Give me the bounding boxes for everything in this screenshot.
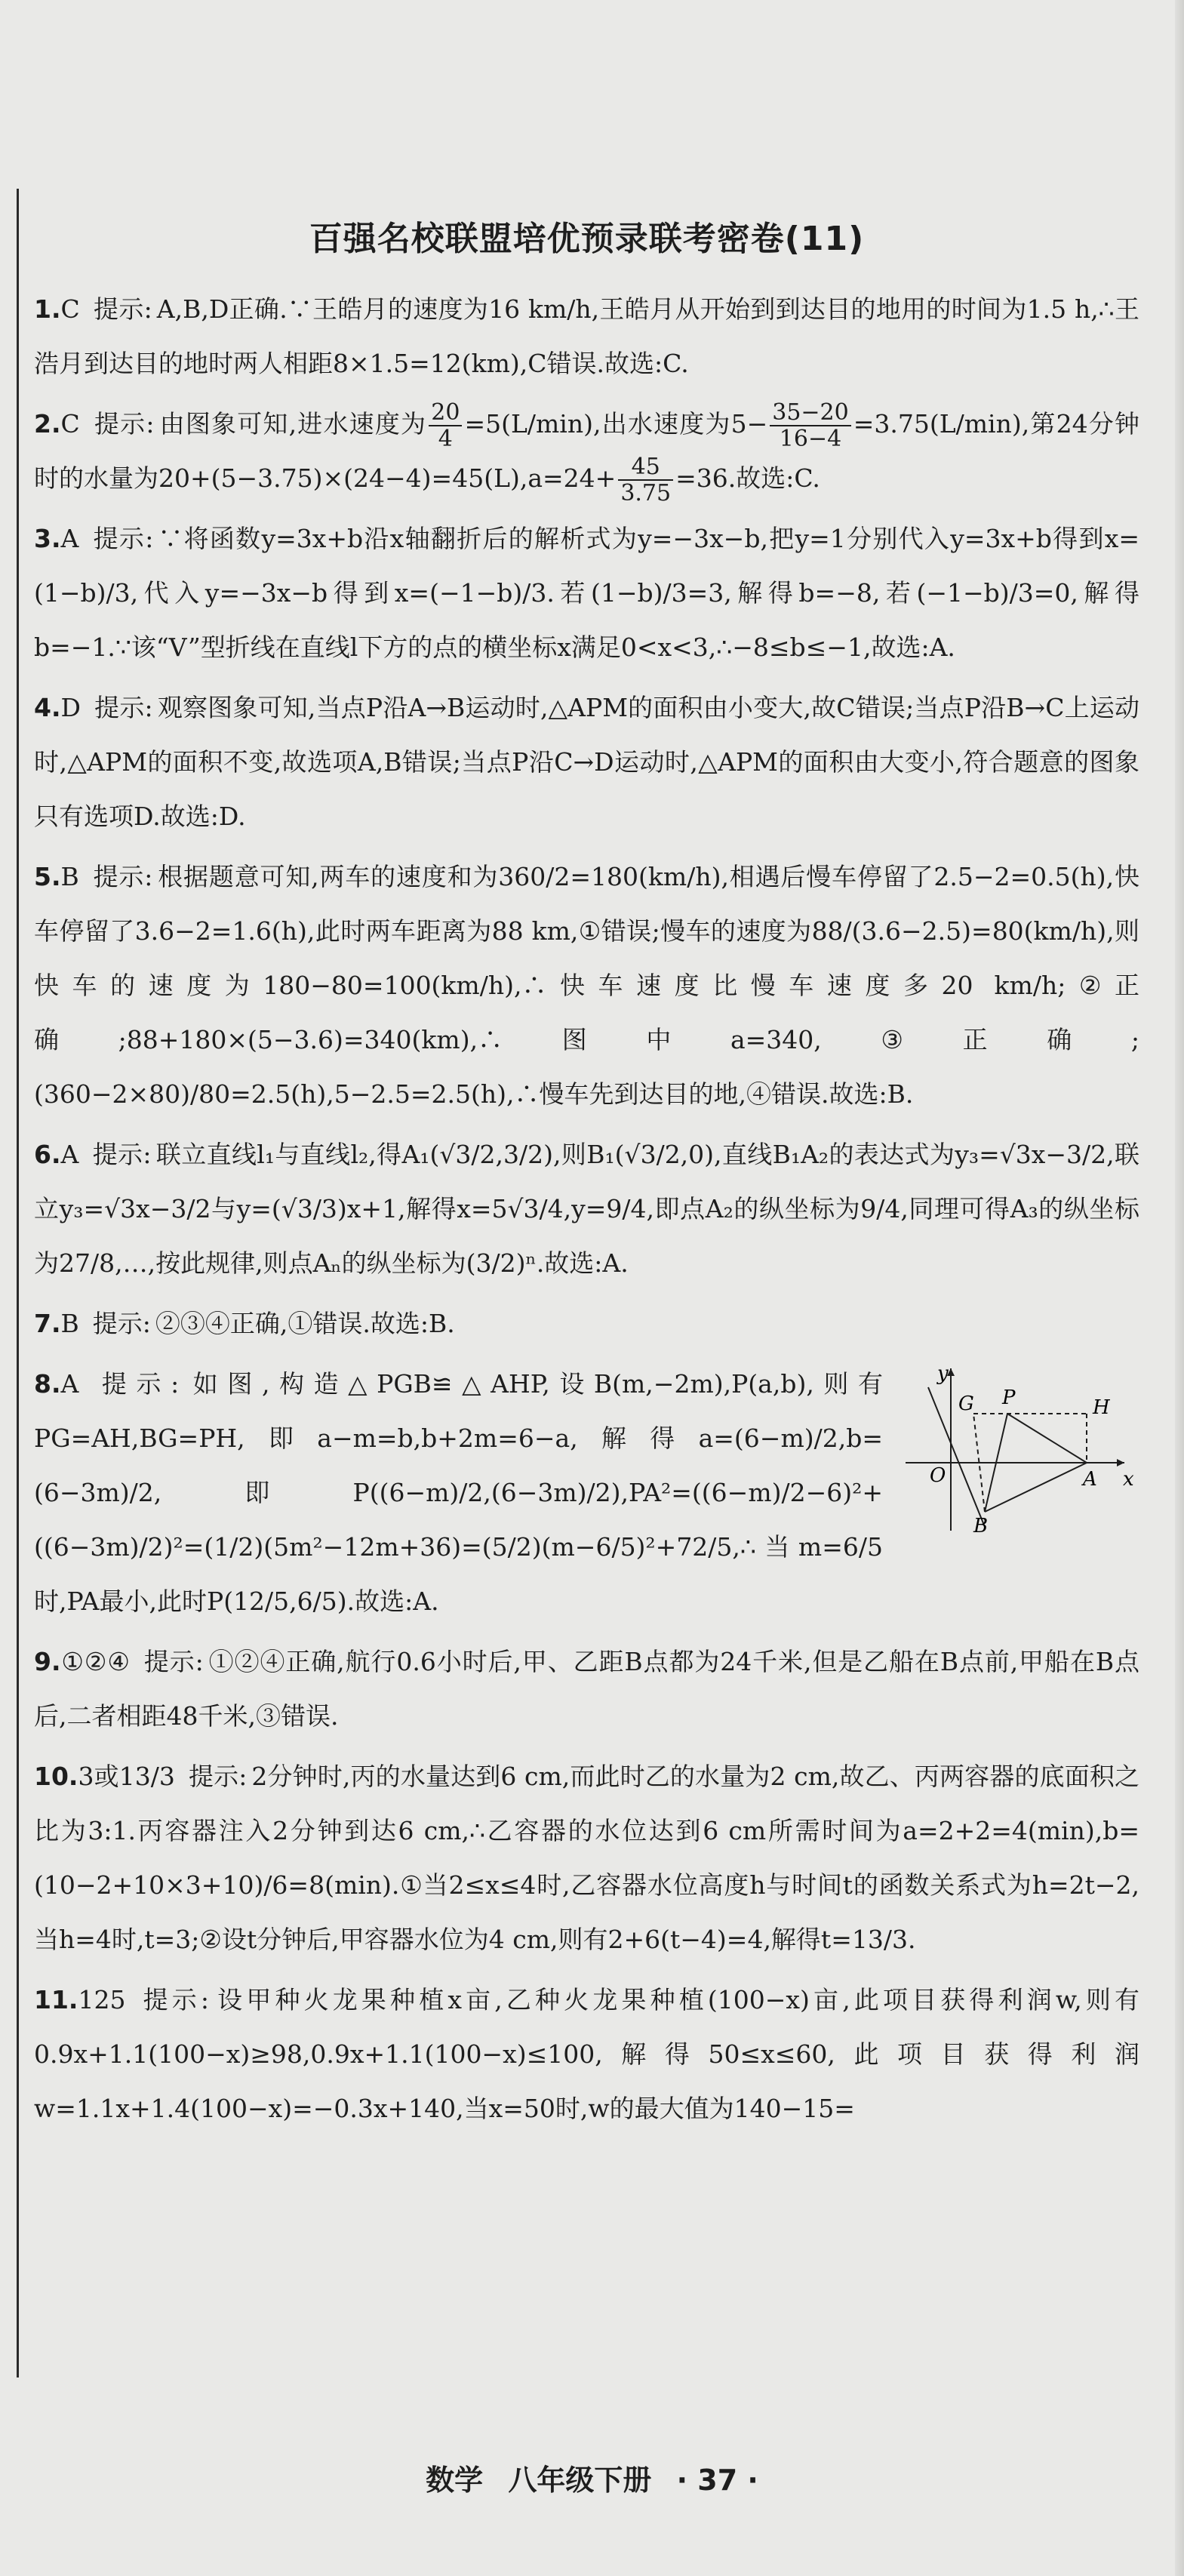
- denominator: 4: [438, 426, 453, 452]
- item-answer: B: [60, 1309, 79, 1338]
- item-number: 2.: [34, 409, 61, 439]
- item-text: 由图象可知,进水速度为: [158, 409, 427, 439]
- fraction: [618, 454, 673, 506]
- item-answer: D: [60, 693, 81, 722]
- page-edge: [17, 189, 19, 2377]
- label-O: O: [930, 1464, 946, 1487]
- answer-item-4: [34, 681, 1139, 844]
- label-G: G: [958, 1393, 974, 1415]
- item-hint-label: 提示:: [143, 1647, 204, 1676]
- figure-8-diagram: [898, 1357, 1139, 1538]
- answer-item-2: [34, 397, 1139, 506]
- item-number: 4.: [34, 693, 61, 722]
- item-answer: C: [60, 294, 80, 324]
- item-text: 观察图象可知,当点P沿A→B运动时,△APM的面积由小变大,故C错误;当点P沿B→C上运动时,△APM的面积不变,故选项A,B错误;当点P沿C→D运动时,△APM的面积由大变小,符合题意的图象只有选项D.故选:D.: [34, 693, 1139, 831]
- item-hint-label: 提示:: [139, 1985, 210, 2014]
- item-hint-label: 提示:: [92, 1309, 151, 1338]
- answer-item-8: [34, 1357, 1139, 1629]
- item-hint-label: 提示:: [93, 409, 155, 439]
- item-hint-label: 提示:: [94, 693, 153, 722]
- item-number: 5.: [34, 862, 61, 891]
- numerator: 45: [618, 454, 673, 481]
- item-hint-label: 提示:: [93, 294, 152, 324]
- denominator: 16−4: [779, 426, 842, 452]
- item-number: 1.: [34, 294, 61, 324]
- label-H: H: [1093, 1396, 1110, 1419]
- item-text: 联立直线l₁与直线l₂,得A₁(√3/2,3/2),则B₁(√3/2,0),直线B₁A₂的表达式为y₃=√3x−3/2,联立y₃=√3x−3/2与y=(√3/3)x+1,解得x=5√3/4,y=9/4,即点A₂的纵坐标为9/4,同理可得A₃的纵坐标为27/8,…,按此规律,则点Aₙ的纵坐标为(3/2)ⁿ.故选:A.: [34, 1140, 1139, 1278]
- page-fold: [1175, 0, 1184, 2576]
- page-number: · 37 ·: [676, 2464, 758, 2497]
- label-y: y: [937, 1362, 949, 1385]
- item-answer: C: [60, 409, 80, 439]
- item-number: 3.: [34, 524, 61, 553]
- label-B: B: [973, 1515, 989, 1537]
- item-text: 根据题意可知,两车的速度和为360/2=180(km/h),相遇后慢车停留了2.5−2=0.5(h),快车停留了3.6−2=1.6(h),此时两车距离为88 km,①错误;慢车的速度为88/(3.6−2.5)=80(km/h),则快车的速度为180−80=100(km/h),∴快车速度比慢车速度多20 km/h;②正确;88+180×(5−3.6)=340(km),∴图中a=340,③正确;(360−2×80)/80=2.5(h),5−2.5=2.5(h),∴慢车先到达目的地,④错误.故选:B.: [34, 862, 1139, 1109]
- numerator: 20: [429, 400, 462, 426]
- item-hint-label: 提示:: [92, 524, 154, 553]
- item-answer: A: [60, 1369, 79, 1399]
- item-text: =36.故选:C.: [675, 463, 820, 493]
- fraction: [770, 400, 850, 451]
- answer-item-5: [34, 850, 1139, 1122]
- item-hint-label: 提示:: [92, 1369, 180, 1399]
- item-answer: A: [60, 1140, 79, 1169]
- answer-content: [34, 211, 1139, 2142]
- item-number: 7.: [34, 1309, 61, 1338]
- answer-item-9: [34, 1635, 1139, 1743]
- segment-PA: [1007, 1414, 1087, 1463]
- answer-item-10: [34, 1750, 1139, 1967]
- item-number: 10.: [34, 1762, 78, 1791]
- footer-subject: 数学: [426, 2464, 484, 2497]
- numerator: 35−20: [770, 400, 850, 426]
- item-text: A,B,D正确.∵王皓月的速度为16 km/h,王皓月从开始到到达目的地用的时间为1.5 h,∴王浩月到达目的地时两人相距8×1.5=12(km),C错误.故选:C.: [34, 294, 1139, 378]
- item-number: 6.: [34, 1140, 61, 1169]
- item-text: 设甲种火龙果种植x亩,乙种火龙果种植(100−x)亩,此项目获得利润w,则有0.9x+1.1(100−x)≥98,0.9x+1.1(100−x)≤100,解得50≤x≤60,此项目获得利润w=1.1x+1.4(100−x)=−0.3x+140,当x=50时,w的最大值为140−15=: [34, 1985, 1139, 2123]
- answer-item-1: [34, 282, 1139, 391]
- x-axis-arrow: [1117, 1459, 1124, 1467]
- item-text: 如图,构造△PGB≌△AHP,设B(m,−2m),P(a,b),则有PG=AH,BG=PH,即a−m=b,b+2m=6−a,解得a=(6−m)/2,b=(6−3m)/2,即P((6−m)/2,(6−3m)/2),PA²=((6−m)/2−6)²+((6−3m)/2)²=(1/2)(5m²−12m+36)=(5/2)(m−6/5)²+72/5,∴当m=6/5时,PA最小,此时P(12/5,6/5).故选:A.: [34, 1369, 883, 1616]
- item-text: ②③④正确,①错误.故选:B.: [155, 1309, 455, 1338]
- item-answer: 3或13/3: [78, 1762, 175, 1791]
- fraction: [429, 400, 462, 451]
- item-number: 8.: [34, 1369, 61, 1399]
- segment-BA: [985, 1463, 1087, 1512]
- label-P: P: [1002, 1386, 1016, 1409]
- item-text: ∵将函数y=3x+b沿x轴翻折后的解析式为y=−3x−b,把y=1分别代入y=3x+b得到x=(1−b)/3,代入y=−3x−b得到x=(−1−b)/3.若(1−b)/3=3,解得b=−8,若(−1−b)/3=0,解得b=−1.∵该“V”型折线在直线l下方的点的横坐标x满足0<x<3,∴−8≤b≤−1,故选:A.: [34, 524, 1139, 662]
- item-answer: 125: [78, 1985, 126, 2014]
- item-answer: A: [60, 524, 79, 553]
- footer-grade: 八年级下册: [508, 2464, 652, 2497]
- page-title: 百强名校联盟培优预录联考密卷(11): [309, 220, 865, 258]
- item-text: ①②④正确,航行0.6小时后,甲、乙距B点都为24千米,但是乙船在B点前,甲船在B点后,二者相距48千米,③错误.: [34, 1647, 1139, 1731]
- item-answer: ①②④: [60, 1647, 131, 1676]
- item-answer: B: [60, 862, 79, 891]
- denominator: 3.75: [620, 480, 672, 506]
- line-y-neg2x: [928, 1387, 985, 1527]
- item-text: =5(L/min),出水速度为5−: [464, 409, 768, 439]
- item-hint-label: 提示:: [92, 862, 153, 891]
- item-number: 11.: [34, 1985, 78, 2014]
- item-number: 9.: [34, 1647, 61, 1676]
- item-text: =3.75(L/min),第24分钟时的水量为20+(5−3.75)×(24−4)=45(L),a=24+: [34, 409, 1139, 493]
- item-hint-label: 提示:: [188, 1762, 248, 1791]
- answer-item-3: [34, 512, 1139, 675]
- label-x: x: [1123, 1468, 1134, 1491]
- item-text: 2分钟时,丙的水量达到6 cm,而此时乙的水量为2 cm,故乙、丙两容器的底面积之比为3:1.丙容器注入2分钟到达6 cm,∴乙容器的水位达到6 cm所需时间为a=2+2=4(min),b=(10−2+10×3+10)/6=8(min).①当2≤x≤4时,乙容器水位高度h与时间t的函数关系式为h=2t−2,当h=4时,t=3;②设t分钟后,甲容器水位为4 cm,则有2+6(t−4)=4,解得t=13/3.: [34, 1762, 1139, 1954]
- answer-item-11: [34, 1973, 1139, 2136]
- page-footer: [0, 2457, 1184, 2498]
- item-hint-label: 提示:: [92, 1140, 152, 1169]
- answer-item-6: [34, 1128, 1139, 1291]
- answer-item-7: [34, 1297, 1139, 1351]
- label-A: A: [1083, 1468, 1097, 1491]
